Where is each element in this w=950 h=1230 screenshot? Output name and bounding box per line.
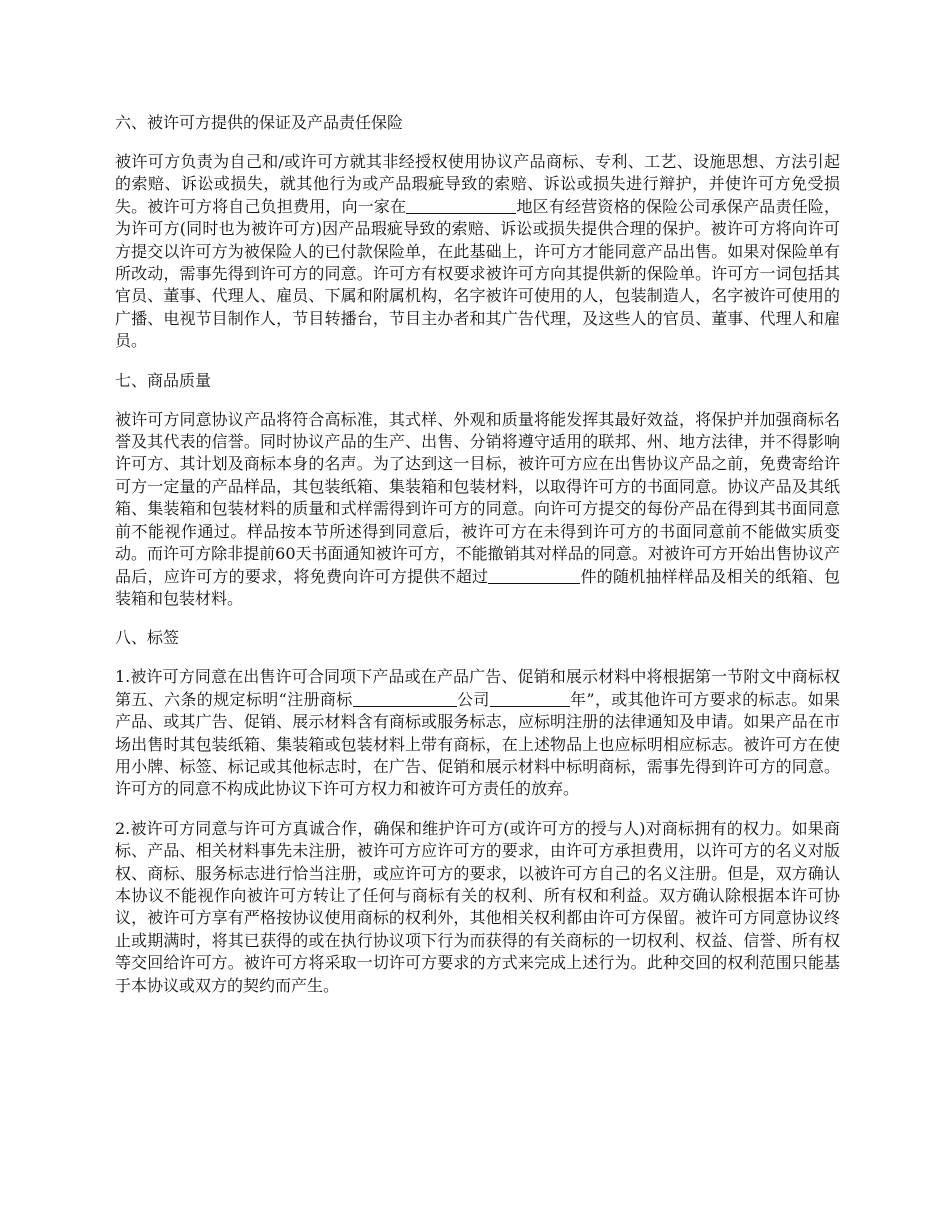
fill-in-blank-trademark (353, 690, 457, 707)
paragraph-labels-1 (115, 666, 840, 800)
paragraph-warranty-insurance (115, 151, 840, 353)
text-segment: 2.被许可方同意与许可方真诚合作，确保和维护许可方(或许可方的授与人)对商标拥有的权力。如果商标、产品、相关材料事先未注册，被许可方应许可方的要求，由许可方承担费用，以许可方的名义对版权、商标、服务标志进行恰当注册，或应许可方的要求，以被许可方自己的名义注册。但是，双方确认本协议不能视作向被许可方转让了任何与商标有关的权利、所有权和利益。双方确认除根据本许可协议，被许可方享有严格按协议使用商标的权利外，其他相关权利都由许可方保留。被许可方同意协议终止或期满时，将其已获得的或在执行协议项下行为而获得的有关商标的一切权利、权益、信誉、所有权等交回给许可方。被许可方将采取一切许可方要求的方式来完成上述行为。此种交回的权利范围只能基于本协议或双方的契约而产生。 (115, 818, 840, 995)
section-heading-7: 七、商品质量 (115, 370, 212, 390)
text-segment: 被许可方负责为自己和/或许可方就其非经授权使用协议产品商标、专利、工艺、设施思想、方法引起的索赔、诉讼或损失，就其他行为或产品瑕疵导致的索赔、诉讼或损失进行辩护，并使许可方免受损失。被许可方将自己负担费用，向一家在 (115, 152, 840, 216)
text-segment: 年”，或其他许可方要求的标志。如果产品、或其广告、促销、展示材料含有商标或服务标志，应标明注册的法律通知及申请。如果产品在市场出售时其包装纸箱、集装箱或包装材料上带有商标，在上述物品上也应标明相应标志。被许可方在使用小牌、标签、标记或其他标志时，在广告、促销和展示材料中标明商标，需事先得到许可方的同意。许可方的同意不构成此协议下许可方权力和被许可方责任的放弃。 (115, 689, 840, 799)
fill-in-blank-quantity (488, 567, 580, 584)
fill-in-blank-region (406, 197, 516, 214)
text-segment: 公司 (456, 689, 490, 709)
paragraph-labels-2 (115, 818, 840, 997)
text-segment: 1.被许可方同意在出售许可合同项下产品或在产品广告、促销和展示材料中将根据第一节附文中商标权第五、六条的规定标明“注册商标 (115, 667, 840, 709)
document-page (115, 112, 840, 1014)
paragraph-product-quality (115, 409, 840, 611)
text-segment: 件的随机抽样样品及相关的纸箱、包装箱和包装材料。 (115, 566, 840, 608)
text-segment: 地区有经营资格的保险公司承保产品责任险，为许可方(同时也为被许可方)因产品瑕疵导致的索赔、诉讼或损失提供合理的保护。被许可方将向许可方提交以许可方为被保险人的已付款保险单，在此基础上，许可方才能同意产品出售。如果对保险单有所改动，需事先得到许可方的同意。许可方有权要求被许可方向其提供新的保险单。许可方一词包括其官员、董事、代理人、雇员、下属和附属机构，名字被许可使用的人，包装制造人，名字被许可使用的广播、电视节目制作人，节目转播台，节目主办者和其广告代理，及这些人的官员、董事、代理人和雇员。 (115, 196, 840, 351)
text-segment: 被许可方同意协议产品将符合高标准，其式样、外观和质量将能发挥其最好效益，将保护并加强商标名誉及其代表的信誉。同时协议产品的生产、出售、分销将遵守适用的联邦、州、地方法律，并不得影响许可方、其计划及商标本身的名声。为了达到这一目标，被许可方应在出售协议产品之前，免费寄给许可方一定量的产品样品，其包装纸箱、集装箱和包装材料，以取得许可方的书面同意。协议产品及其纸箱、集装箱和包装材料的质量和式样需得到许可方的同意。向许可方提交的每份产品在得到其书面同意前不能视作通过。样品按本节所述得到同意后，被许可方在未得到许可方的书面同意前不能做实质变动。而许可方除非提前60天书面通知被许可方，不能撤销其对样品的同意。对被许可方开始出售协议产品后，应许可方的要求，将免费向许可方提供不超过 (115, 409, 840, 586)
section-heading-6: 六、被许可方提供的保证及产品责任保险 (115, 113, 404, 132)
fill-in-blank-year (490, 690, 570, 707)
section-heading-8: 八、标签 (115, 628, 180, 648)
